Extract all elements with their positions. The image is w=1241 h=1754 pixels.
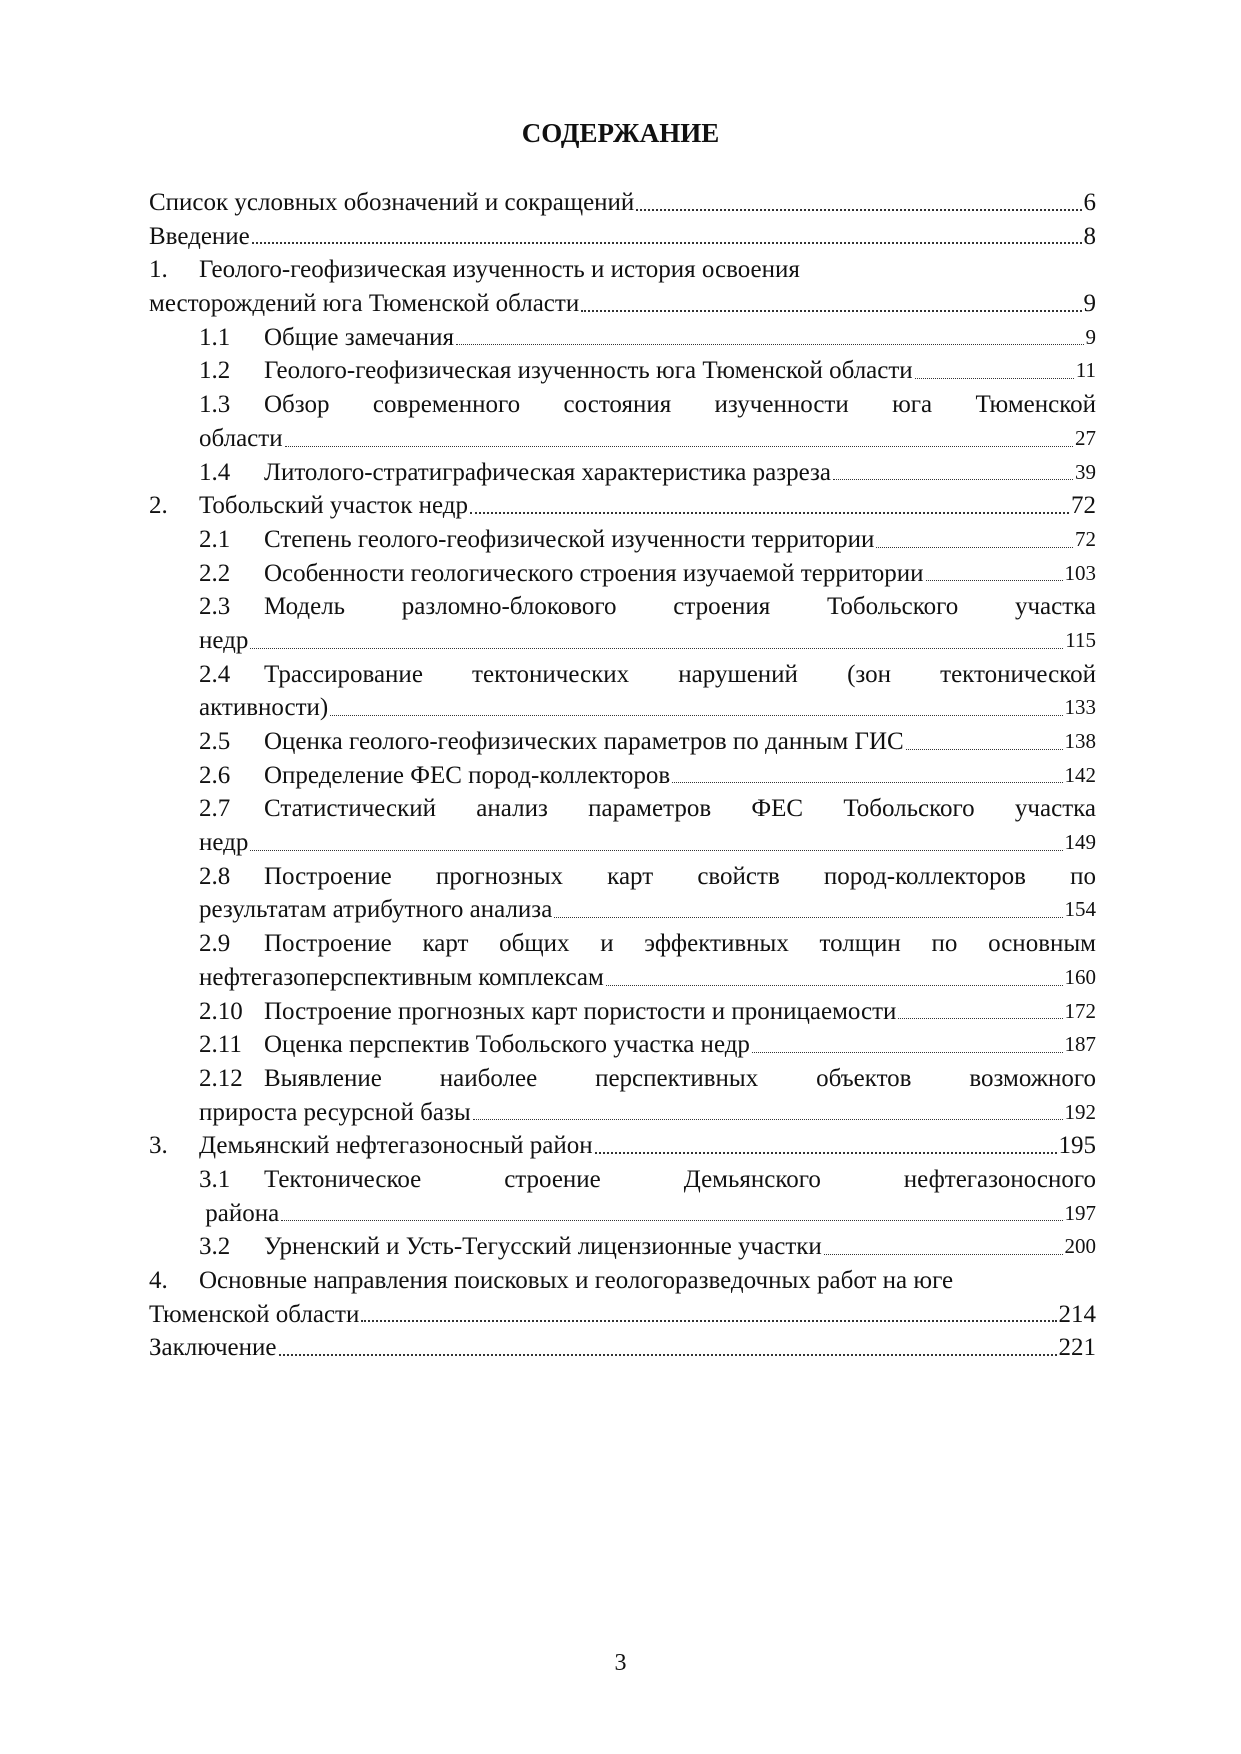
entry-page: 115 [1065,627,1096,652]
entry-page: 195 [1058,1132,1096,1160]
toc-entry[interactable] [149,422,1096,456]
entry-title: Урненский и Усть-Тегусский лицензионные участки [264,1233,822,1261]
entry-page: 187 [1064,1032,1096,1057]
entry-page: 6 [1083,189,1096,216]
toc-entry-line[interactable] [149,253,1096,287]
entry-number: 3. [149,1132,168,1160]
entry-title: области [199,424,283,452]
entry-number: 2.6 [199,761,231,789]
toc-entry[interactable] [149,220,1096,254]
dot-leader [252,220,1082,254]
entry-number: 2.8 [199,862,231,890]
entry-number: 2.3 [199,593,231,621]
entry-number: 3.1 [199,1165,231,1193]
toc-entry-line[interactable] [149,388,1096,422]
entry-page: 103 [1064,560,1096,585]
entry-title: Построение прогнозных карт свойств пород-коллекторов по [264,862,1096,890]
toc-entry[interactable] [149,725,1096,759]
entry-number: 3.2 [199,1233,231,1261]
entry-title: района [199,1199,280,1227]
entry-number: 1.3 [199,391,231,419]
entry-page: 11 [1075,358,1096,383]
toc-entry[interactable] [149,1028,1096,1062]
entry-page: 197 [1064,1200,1096,1225]
entry-number: 1. [149,256,168,284]
entry-title: Статистический анализ параметров ФЕС Тобольского участка [264,795,1096,823]
entry-title: месторождений юга Тюменской области [149,290,580,318]
dot-leader [906,725,1063,759]
entry-title: Геолого-геофизическая изученность и история освоения [199,256,800,284]
dot-leader [554,893,1062,927]
entry-title: Список условных обозначений и сокращений [149,189,635,216]
entry-title: Оценка перспектив Тобольского участка недр [264,1031,750,1059]
toc-entry[interactable] [149,961,1096,995]
table-of-contents [149,186,1096,1365]
entry-page: 172 [1064,998,1096,1023]
entry-page: 192 [1064,1099,1096,1124]
toc-entry-line[interactable] [149,860,1096,894]
entry-number: 2.10 [199,997,243,1025]
dot-leader [595,1129,1057,1163]
dot-leader [898,995,1062,1029]
entry-title: Демьянский нефтегазоносный район [199,1132,593,1160]
entry-number: 2.2 [199,559,231,587]
entry-title: Основные направления поисковых и геологоразведочных работ на юге [199,1267,954,1294]
entry-page: 200 [1064,1234,1096,1259]
entry-title: Оценка геолого-геофизических параметров по данным ГИС [264,728,904,755]
entry-number: 1.1 [199,323,231,351]
entry-page: 9 [1085,324,1096,349]
dot-leader [915,354,1074,388]
toc-entry[interactable] [149,624,1096,658]
entry-title: Тектоническое строение Демьянского нефтегазоносного [264,1165,1096,1193]
entry-title: результатам атрибутного анализа [199,896,553,924]
page-number: 3 [614,1650,627,1676]
entry-page: 72 [1071,492,1096,520]
dot-leader [285,422,1073,456]
toc-entry[interactable] [149,691,1096,725]
dot-leader [636,186,1081,220]
dot-leader [281,1197,1062,1231]
entry-number: 2. [149,492,168,520]
dot-leader [581,287,1081,321]
toc-entry-line[interactable] [149,590,1096,624]
toc-entry[interactable] [149,354,1096,388]
entry-page: 27 [1075,425,1096,450]
entry-page: 39 [1075,459,1096,484]
entry-title: Тобольский участок недр [199,492,469,520]
entry-number: 2.12 [199,1064,243,1092]
toc-entry[interactable] [149,826,1096,860]
entry-title: Выявление наиболее перспективных объектов возможного [264,1064,1096,1092]
toc-entry-line[interactable] [149,1163,1096,1197]
dot-leader [250,826,1062,860]
dot-leader [361,1298,1056,1332]
entry-page: 214 [1058,1300,1096,1328]
dot-leader [752,1028,1063,1062]
entry-page: 8 [1083,222,1096,250]
toc-entry[interactable] [149,489,1096,523]
toc-entry[interactable] [149,1298,1096,1332]
dot-leader [926,557,1063,591]
entry-page: 9 [1083,290,1096,318]
toc-entry[interactable] [149,893,1096,927]
toc-entry-line[interactable] [149,1062,1096,1096]
entry-title: Тюменской области [149,1300,360,1328]
dot-leader [606,961,1063,995]
entry-title: Геолого-геофизическая изученность юга Тюменской области [264,357,913,385]
entry-number: 2.1 [199,525,231,553]
entry-title: Заключение [149,1334,277,1362]
toc-entry[interactable] [149,456,1096,490]
toc-entry-line[interactable] [149,1264,1096,1298]
dot-leader [473,1096,1063,1130]
dot-leader [833,456,1073,490]
dot-leader [824,1230,1063,1264]
entry-number: 2.11 [199,1031,242,1059]
dot-leader [672,759,1062,793]
entry-page: 154 [1064,897,1096,922]
entry-title: Определение ФЕС пород-коллекторов [264,761,671,789]
entry-title: Введение [149,222,250,250]
toc-entry[interactable] [149,186,1096,220]
entry-page: 149 [1064,830,1096,855]
entry-page: 221 [1058,1334,1096,1362]
dot-leader [470,489,1069,523]
dot-leader [330,691,1062,725]
toc-entry[interactable] [149,557,1096,591]
entry-title: Трассирование тектонических нарушений (зон тектонической [264,660,1096,688]
entry-title: Литолого-стратиграфическая характеристика разреза [264,458,831,486]
dot-leader [456,321,1084,355]
toc-entry[interactable] [149,1096,1096,1130]
entry-title: недр [199,626,249,654]
toc-entry[interactable] [149,1230,1096,1264]
entry-title: Модель разломно-блокового строения Тобольского участка [264,593,1096,621]
dot-leader [279,1331,1057,1365]
toc-entry[interactable] [149,1129,1096,1163]
entry-page: 160 [1064,964,1096,989]
entry-number: 2.5 [199,728,231,755]
toc-entry-line[interactable] [149,658,1096,692]
dot-leader [876,523,1073,557]
entry-title: Особенности геологического строения изучаемой территории [264,559,924,587]
toc-title: СОДЕРЖАНИЕ [521,118,720,148]
entry-page: 138 [1064,729,1096,753]
toc-entry[interactable] [149,287,1096,321]
entry-number: 2.9 [199,930,231,958]
entry-number: 1.2 [199,357,231,385]
entry-title: нефтегазоперспективным комплексам [199,963,604,991]
entry-title: Степень геолого-геофизической изученности территории [264,525,875,553]
toc-entry-line[interactable] [149,927,1096,961]
entry-title: Построение карт общих и эффективных толщин по основным [264,930,1096,958]
toc-entry[interactable] [149,759,1096,793]
entry-page: 72 [1075,526,1096,551]
toc-entry-line[interactable] [149,792,1096,826]
entry-title: Обзор современного состояния изученности юга Тюменской [264,391,1096,419]
toc-entry[interactable] [149,1331,1096,1365]
entry-number: 2.4 [199,660,231,688]
toc-entry[interactable] [149,321,1096,355]
entry-title: активности) [199,694,329,722]
entry-page: 133 [1064,695,1096,720]
entry-number: 1.4 [199,458,231,486]
entry-title: Общие замечания [264,323,454,351]
dot-leader [250,624,1063,658]
entry-number: 2.7 [199,795,231,823]
entry-title: прироста ресурсной базы [199,1098,471,1126]
toc-entry[interactable] [149,995,1096,1029]
entry-title: недр [199,829,249,857]
entry-page: 142 [1064,762,1096,787]
entry-number: 4. [149,1267,168,1294]
toc-entry[interactable] [149,1197,1096,1231]
entry-title: Построение прогнозных карт пористости и проницаемости [264,997,897,1025]
toc-entry[interactable] [149,523,1096,557]
